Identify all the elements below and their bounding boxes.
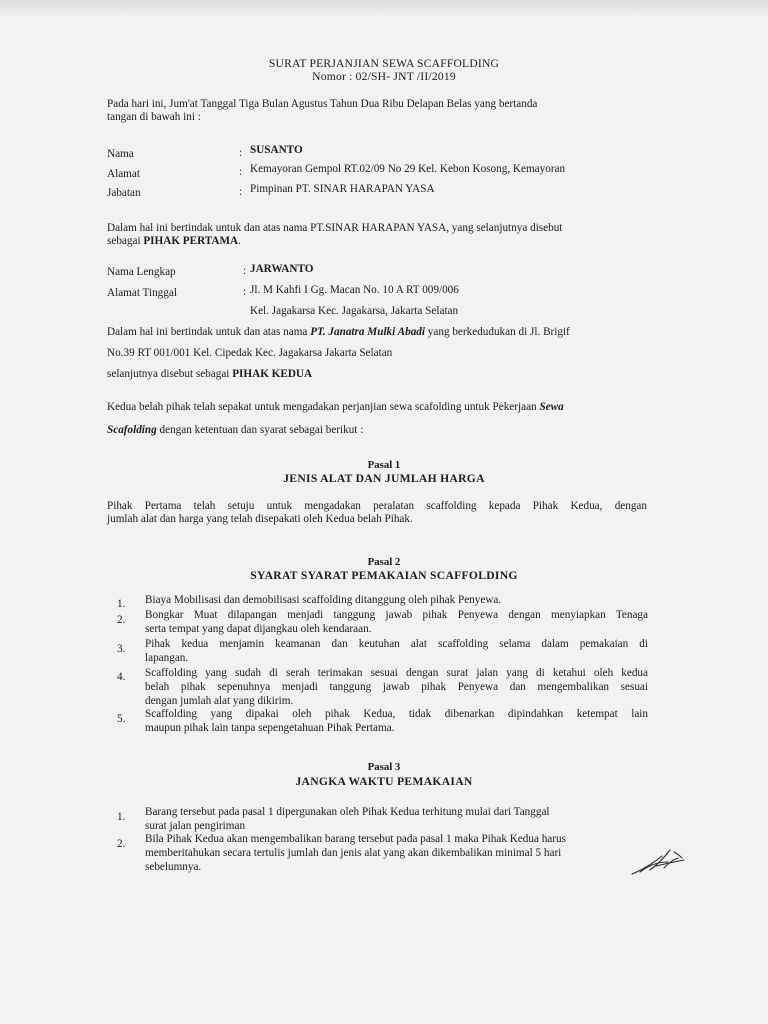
pasal2-item-5-line-2: maupun pihak lain tanpa sepengetahuan Pihak Pertama. <box>145 722 395 734</box>
party2-desc-suffix: yang berkedudukan di Jl. Brigif <box>425 326 570 338</box>
party1-address-colon: : <box>239 166 243 178</box>
party1-name-colon: : <box>239 147 243 159</box>
pasal2-title: SYARAT SYARAT PEMAKAIAN SCAFFOLDING <box>250 569 518 582</box>
party1-role-label: PIHAK PERTAMA <box>143 235 239 247</box>
party2-company-name: PT. Janatra Mulki Abadi <box>310 326 425 338</box>
pasal2-item-2-line-1: Bongkar Muat dilapangan menjadi tanggung jawab pihak Penyewa dengan menyiapkan Tenaga <box>145 609 648 621</box>
pasal1-line-1: Pihak Pertama telah setuju untuk mengadakan peralatan scaffolding kepada Pihak Kedua, dengan <box>107 500 647 512</box>
pasal2-item-4-line-2: belah pihak sepenuhnya menjadi tanggung jawab pihak Penyewa dan mengembalikan sesuai <box>145 681 648 693</box>
pasal2-item-2-line-2: serta tempat yang dapat dijangkau oleh kendaraan. <box>145 623 372 635</box>
pasal2-item-4-line-3: dengan jumlah alat yang dikirim. <box>145 695 294 707</box>
pasal3-item-2-line-2: memberitahukan secara tertulis jumlah dan jenis alat yang akan dikembalikan minimal 5 hari <box>145 847 562 859</box>
pasal2-item-4-number: 4. <box>117 671 126 683</box>
party2-desc-line-2: No.39 RT 001/001 Kel. Cipedak Kec. Jagakarsa Jakarta Selatan <box>107 347 393 359</box>
party1-desc-suffix: . <box>238 235 241 247</box>
party2-desc-line3-prefix: selanjutnya disebut sebagai <box>107 368 233 380</box>
intro-line-1: Pada hari ini, Jum'at Tanggal Tiga Bulan Agustus Tahun Dua Ribu Delapan Belas yang bertanda <box>107 98 538 110</box>
party2-address-line-1: Jl. M Kahfi I Gg. Macan No. 10 A RT 009/006 <box>250 284 459 296</box>
party1-position-value: Pimpinan PT. SINAR HARAPAN YASA <box>250 183 435 195</box>
pasal3-title: JANGKA WAKTU PEMAKAIAN <box>295 775 473 788</box>
pasal3-item-1-line-2: surat jalan pengiriman <box>145 820 246 832</box>
party2-role-label: PIHAK KEDUA <box>232 368 313 380</box>
agreement-prefix: Kedua belah pihak telah sepakat untuk mengadakan perjanjian sewa scafolding untuk Pekerjaan <box>107 401 540 413</box>
handwritten-signature-icon <box>628 842 688 882</box>
party1-desc-line-2 <box>107 235 647 248</box>
agreement-line-1 <box>107 401 647 414</box>
party2-address-line-2: Kel. Jagakarsa Kec. Jagakarsa, Jakarta Selatan <box>250 305 459 317</box>
pasal3-item-2-line-3: sebelumnya. <box>145 861 202 873</box>
party1-position-label: Jabatan <box>107 187 141 199</box>
pasal2-item-5-number: 5. <box>117 713 126 725</box>
pasal3-item-2-line-1: Bila Pihak Kedua akan mengembalikan barang tersebut pada pasal 1 maka Pihak Kedua harus <box>145 833 566 845</box>
scan-edge-shadow <box>0 0 768 18</box>
pasal2-item-3-line-2: lapangan. <box>145 652 189 664</box>
pasal2-number: Pasal 2 <box>367 556 401 568</box>
party1-desc-line-1: Dalam hal ini bertindak untuk dan atas nama PT.SINAR HARAPAN YASA, yang selanjutnya disebut <box>107 222 563 234</box>
document-title: SURAT PERJANJIAN SEWA SCAFFOLDING <box>268 57 500 70</box>
pasal1-number: Pasal 1 <box>367 459 401 471</box>
party2-name-label: Nama Lengkap <box>107 266 176 278</box>
pasal2-item-4-line-1: Scaffolding yang sudah di serah terimakan sesuai dengan surat jalan yang di ketahui oleh kedua <box>145 667 648 679</box>
pasal1-title: JENIS ALAT DAN JUMLAH HARGA <box>283 472 485 485</box>
party2-address-colon: : <box>243 286 247 298</box>
party2-desc-line-3 <box>107 368 647 381</box>
agreement-suffix: dengan ketentuan dan syarat sebagai berikut : <box>156 424 364 436</box>
pasal2-item-5-line-1: Scaffolding yang dipakai oleh pihak Kedua, tidak dibenarkan dipindahkan ketempat lain <box>145 708 648 720</box>
party1-name-value: SUSANTO <box>250 144 303 156</box>
party1-desc-prefix: sebagai <box>107 235 144 247</box>
pasal2-item-1-line-1: Biaya Mobilisasi dan demobilisasi scaffolding ditanggung oleh pihak Penyewa. <box>145 594 502 606</box>
party1-position-colon: : <box>239 186 243 198</box>
agreement-emphasis-2: Scafolding <box>107 424 157 436</box>
party1-address-label: Alamat <box>107 168 140 180</box>
party2-desc-prefix: Dalam hal ini bertindak untuk dan atas nama <box>107 326 311 338</box>
party2-desc-line-1 <box>107 326 647 339</box>
pasal3-item-1-number: 1. <box>117 811 126 823</box>
pasal3-number: Pasal 3 <box>367 761 401 773</box>
pasal2-item-2-number: 2. <box>117 614 126 626</box>
pasal2-item-3-number: 3. <box>117 643 126 655</box>
intro-line-2: tangan di bawah ini : <box>107 111 201 123</box>
document-number: Nomor : 02/SH- JNT /II/2019 <box>312 70 456 83</box>
pasal2-item-3-line-1: Pihak kedua menjamin keamanan dan keutuhan alat scaffolding selama dalam pemakaian di <box>145 638 648 650</box>
pasal3-item-2-number: 2. <box>117 838 126 850</box>
pasal1-line-2: jumlah alat dan harga yang telah disepakati oleh Kedua belah Pihak. <box>107 513 413 525</box>
party1-name-label: Nama <box>107 148 134 160</box>
agreement-line-2 <box>107 424 647 437</box>
party2-name-value: JARWANTO <box>250 263 314 275</box>
party2-address-label: Alamat Tinggal <box>107 287 177 299</box>
party1-address-value: Kemayoran Gempol RT.02/09 No 29 Kel. Kebon Kosong, Kemayoran <box>250 163 566 175</box>
pasal2-item-1-number: 1. <box>117 598 126 610</box>
party2-name-colon: : <box>243 265 247 277</box>
pasal3-item-1-line-1: Barang tersebut pada pasal 1 dipergunakan oleh Pihak Kedua terhitung mulai dari Tanggal <box>145 806 550 818</box>
agreement-emphasis-1: Sewa <box>539 401 564 413</box>
